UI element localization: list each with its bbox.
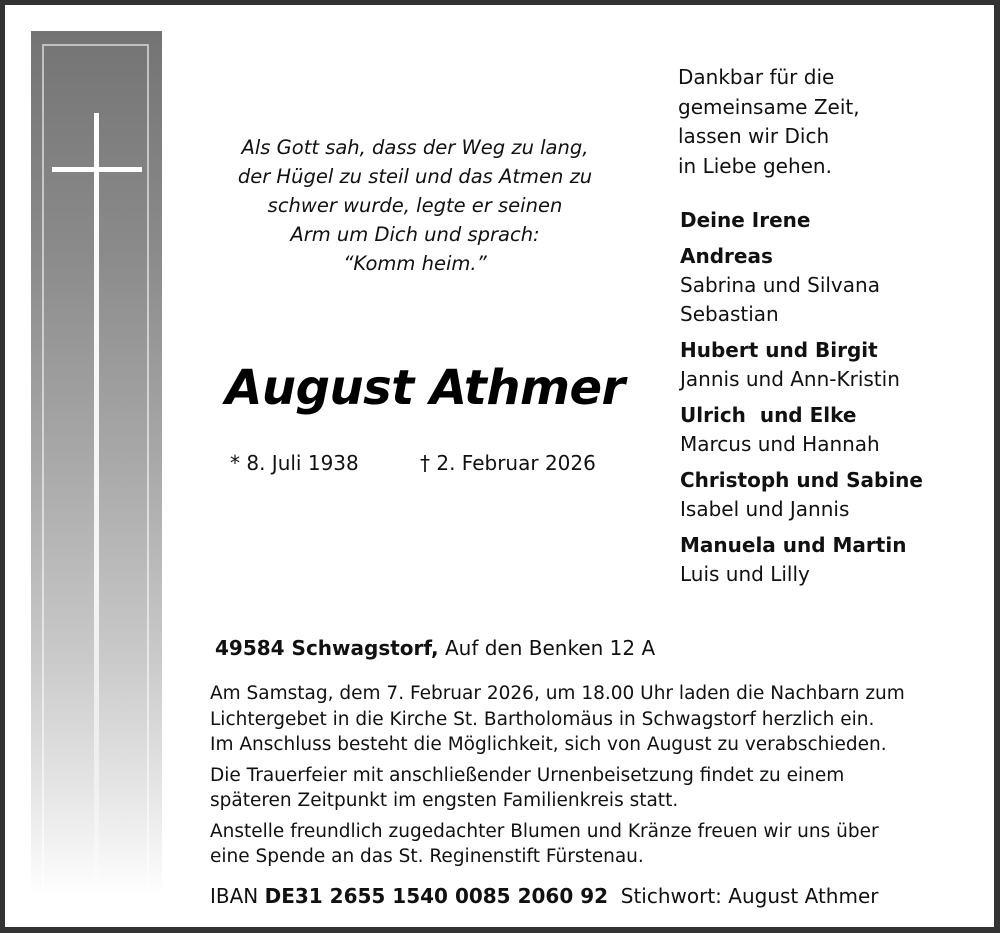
cross-vertical-beam	[94, 113, 99, 903]
birth-date: * 8. Juli 1938	[230, 451, 359, 475]
notice-line: Anstelle freundlich zugedachter Blumen und Kränze freuen wir uns über	[210, 820, 879, 842]
notice-paragraph	[210, 763, 955, 814]
thanks-line: lassen wir Dich	[678, 124, 830, 148]
mourner-member: Marcus und Hannah	[680, 432, 880, 456]
cross-horizontal-beam	[52, 167, 142, 172]
death-date: † 2. Februar 2026	[420, 451, 596, 475]
poem-line: schwer wurde, legte er seinen	[267, 194, 563, 217]
notice-paragraph	[210, 819, 955, 870]
poem-line: der Hügel zu steil und das Atmen zu	[237, 165, 593, 188]
mourner-group-head: Manuela und Martin	[680, 533, 907, 557]
poem-line: “Komm heim.”	[343, 252, 487, 275]
mourner-group	[680, 531, 923, 589]
mourner-group	[680, 206, 923, 235]
mourner-member: Isabel und Jannis	[680, 497, 850, 521]
mourner-member: Luis und Lilly	[680, 562, 810, 586]
mourner-member: Sebastian	[680, 302, 779, 326]
notice-line: eine Spende an das St. Reginenstift Fürstenau.	[210, 846, 644, 867]
poem-line: Als Gott sah, dass der Weg zu lang,	[241, 136, 589, 159]
decorative-side-panel	[31, 31, 162, 897]
mourner-group	[680, 336, 923, 394]
mourner-group-head: Hubert und Birgit	[680, 338, 878, 362]
mourner-group	[680, 466, 923, 524]
keyword-value: August Athmer	[728, 884, 879, 908]
address-postal-city: 49584 Schwagstorf,	[215, 636, 439, 660]
donation-details	[210, 884, 879, 908]
mourner-group-head: Ulrich und Elke	[680, 403, 857, 427]
notice-line: Die Trauerfeier mit anschließender Urnenbeisetzung findet zu einem	[210, 764, 845, 786]
thanks-text	[678, 63, 860, 181]
address-street: Auf den Benken 12 A	[444, 636, 656, 660]
poem-line: Arm um Dich und sprach:	[290, 223, 540, 246]
mourner-member: Jannis und Ann-Kristin	[680, 367, 900, 391]
address	[215, 636, 655, 660]
iban-label: IBAN	[210, 884, 259, 908]
notice-body	[210, 681, 955, 875]
notice-line: Im Anschluss besteht die Möglichkeit, sich von August zu verabschieden.	[210, 734, 887, 755]
notice-line: Am Samstag, dem 7. Februar 2026, um 18.00 Uhr laden die Nachbarn zum	[210, 683, 905, 704]
mourners-list	[680, 206, 923, 596]
mourner-group	[680, 401, 923, 459]
thanks-line: gemeinsame Zeit,	[678, 94, 860, 119]
mourner-group-head: Deine Irene	[680, 208, 811, 232]
mourner-group-head: Christoph und Sabine	[680, 468, 923, 492]
obituary-notice	[5, 5, 994, 927]
notice-line: Lichtergebet in die Kirche St. Bartholomäus in Schwagstorf herzlich ein.	[210, 708, 875, 730]
notice-paragraph	[210, 681, 955, 758]
mourner-member: Sabrina und Silvana	[680, 273, 880, 297]
deceased-name: August Athmer	[225, 360, 625, 416]
thanks-line: in Liebe gehen.	[678, 153, 832, 178]
notice-line: späteren Zeitpunkt im engsten Familienkreis statt.	[210, 790, 679, 811]
iban-number: DE31 2655 1540 0085 2060 92	[264, 884, 609, 908]
memorial-poem	[205, 133, 625, 278]
mourner-group-head: Andreas	[680, 244, 773, 268]
keyword-label: Stichwort:	[620, 884, 722, 908]
thanks-line: Dankbar für die	[678, 65, 835, 89]
mourner-group	[680, 242, 923, 329]
